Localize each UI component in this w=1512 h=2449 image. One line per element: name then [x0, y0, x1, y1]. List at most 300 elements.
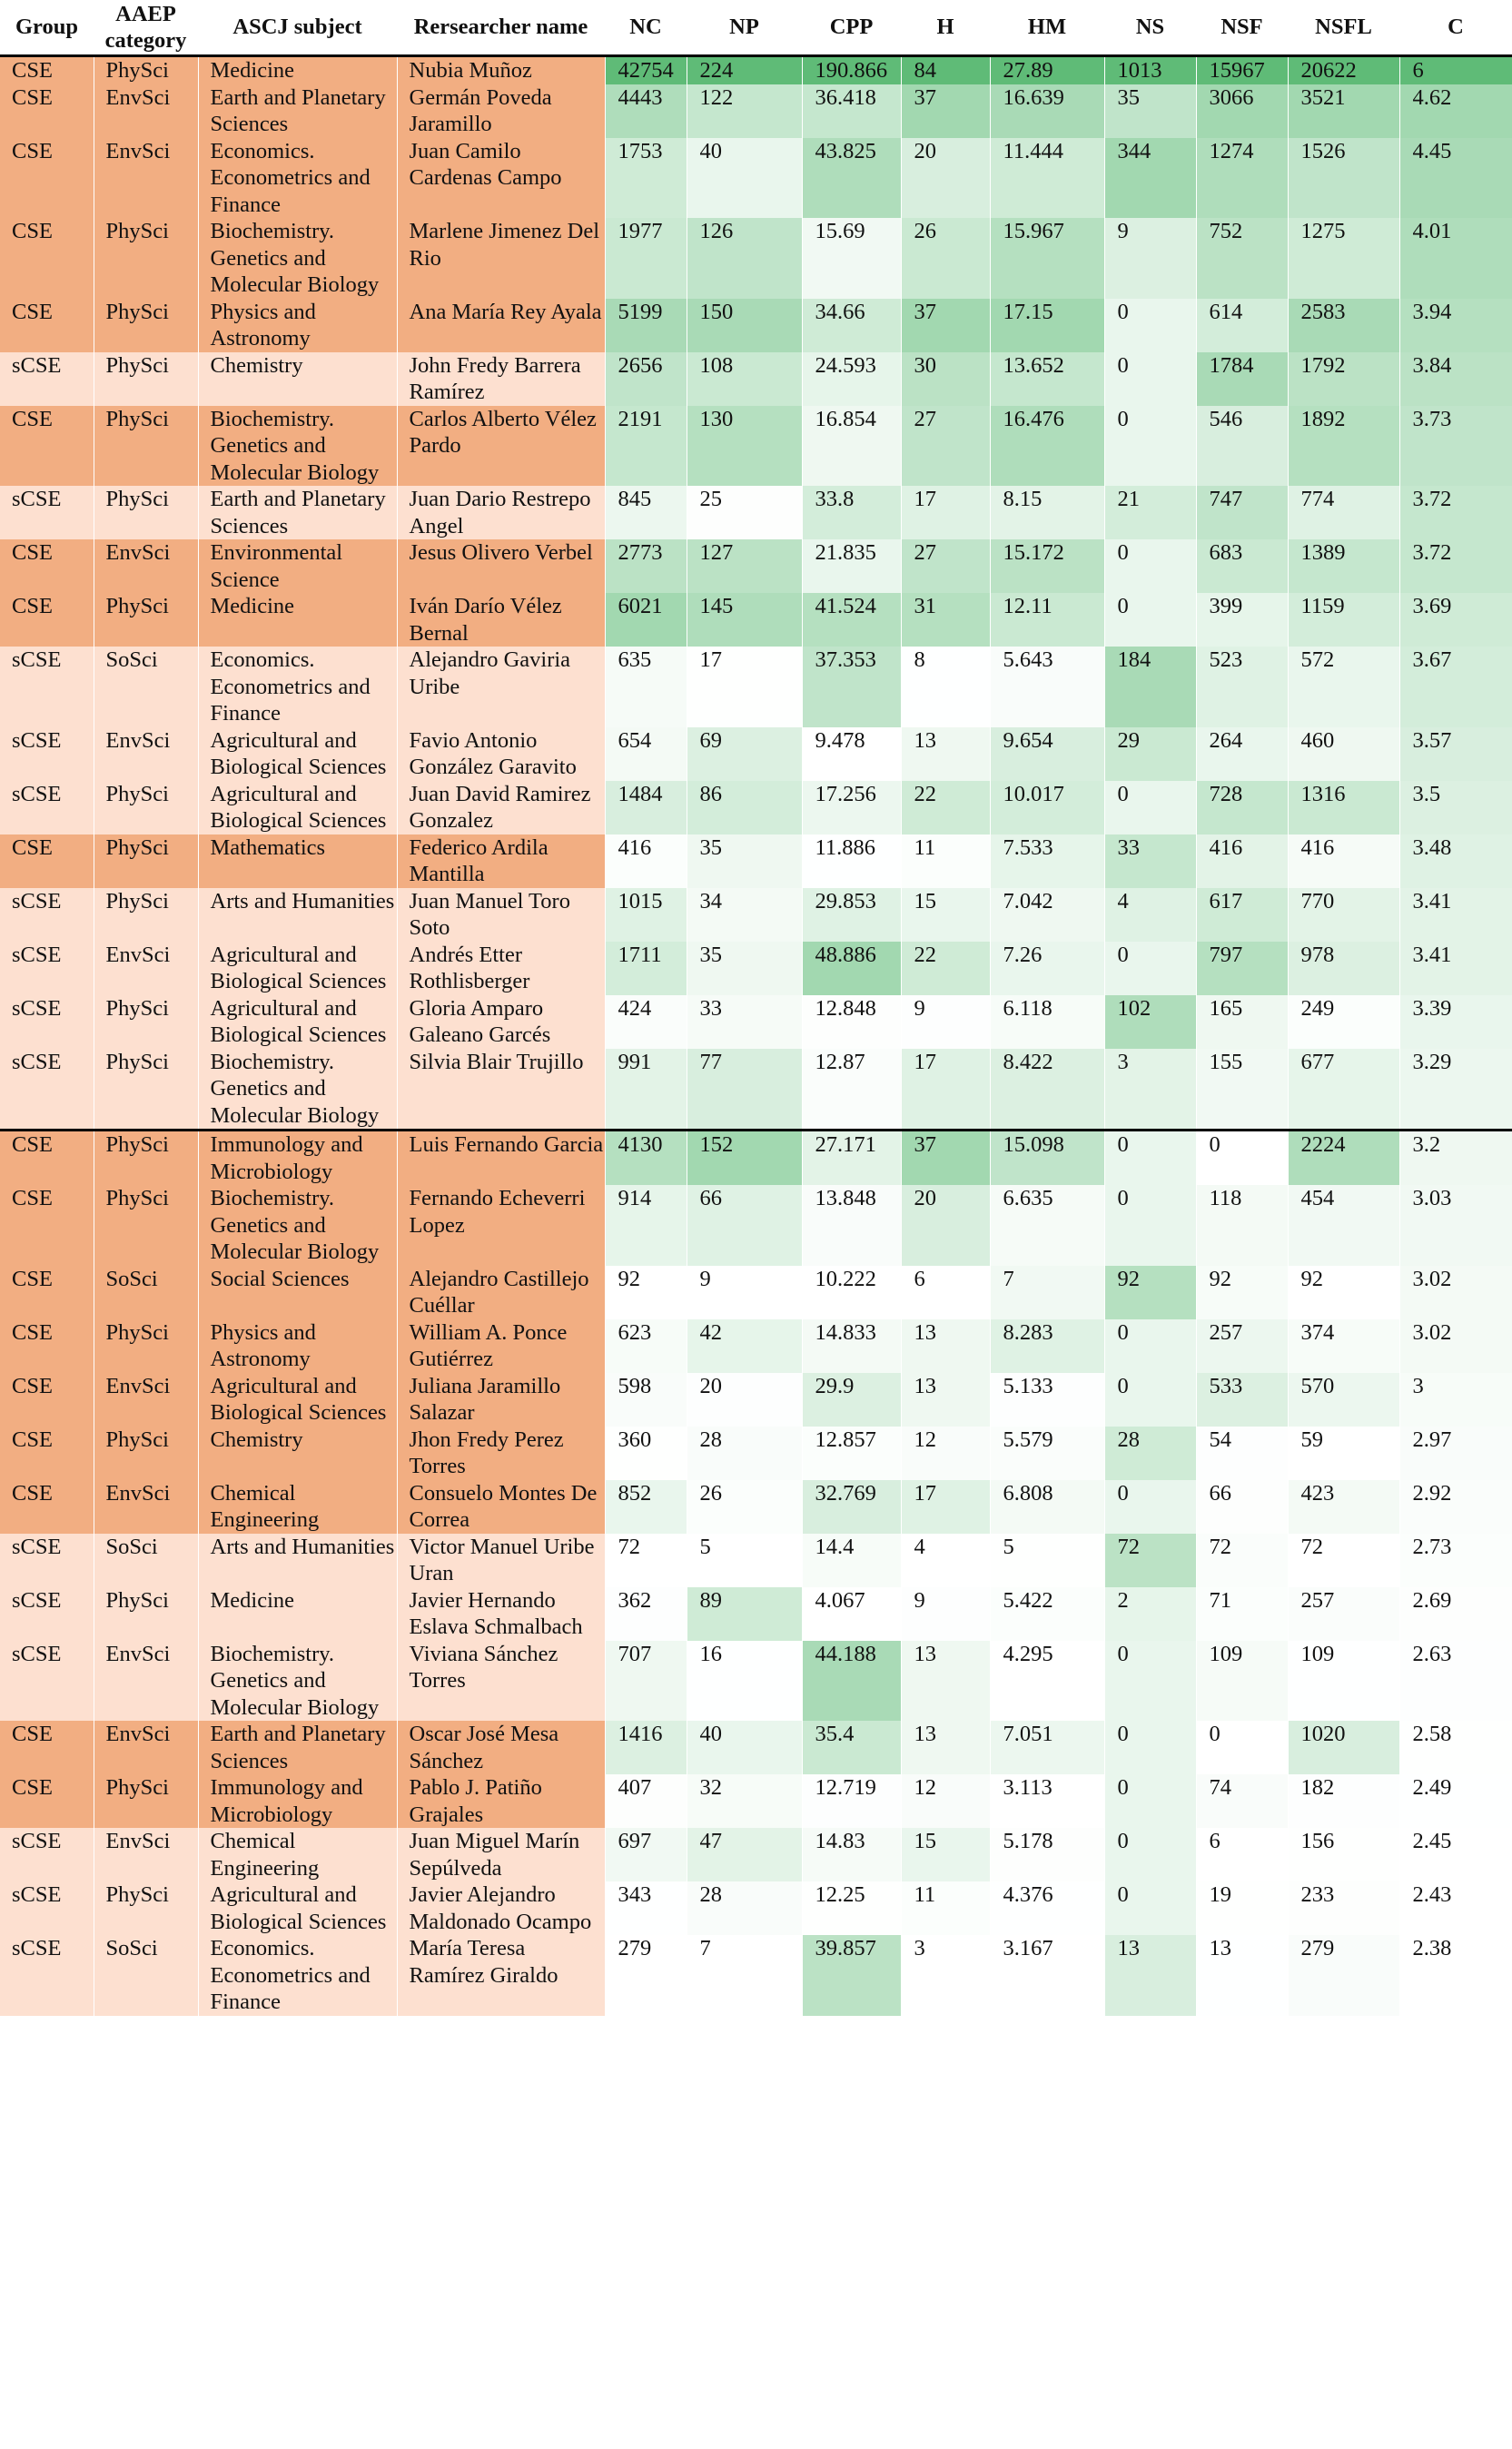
c-cell: 2.58: [1399, 1721, 1512, 1774]
nsfl-cell: 774: [1288, 486, 1399, 539]
np-cell: 16: [687, 1641, 802, 1722]
ns-cell: 28: [1104, 1427, 1196, 1480]
cpp-cell: 14.83: [802, 1828, 901, 1881]
header-c: C: [1399, 0, 1512, 56]
hm-cell: 7.26: [990, 942, 1104, 995]
cpp-cell: 35.4: [802, 1721, 901, 1774]
np-cell: 86: [687, 781, 802, 834]
researcher-name-cell: Juliana Jaramillo Salazar: [397, 1373, 605, 1427]
ascj-subject-cell: Earth and Planetary Sciences: [198, 84, 397, 138]
table-row: [0, 352, 1512, 406]
group-cell: sCSE: [0, 942, 94, 995]
np-cell: 89: [687, 1587, 802, 1641]
aaep-category-cell: EnvSci: [94, 727, 198, 781]
nsf-cell: 617: [1196, 888, 1288, 942]
c-cell: 3.03: [1399, 1185, 1512, 1266]
cpp-cell: 41.524: [802, 593, 901, 647]
c-cell: 2.69: [1399, 1587, 1512, 1641]
hm-cell: 15.967: [990, 218, 1104, 299]
aaep-category-cell: PhySci: [94, 486, 198, 539]
cpp-cell: 15.69: [802, 218, 901, 299]
nsfl-cell: 454: [1288, 1185, 1399, 1266]
table-row: [0, 218, 1512, 299]
nsfl-cell: 374: [1288, 1319, 1399, 1373]
researcher-name-cell: Alejandro Gaviria Uribe: [397, 647, 605, 727]
nsf-cell: 1274: [1196, 138, 1288, 219]
hm-cell: 16.639: [990, 84, 1104, 138]
nsf-cell: 155: [1196, 1049, 1288, 1131]
ascj-subject-cell: Mathematics: [198, 834, 397, 888]
table-row: [0, 539, 1512, 593]
cpp-cell: 44.188: [802, 1641, 901, 1722]
hm-cell: 11.444: [990, 138, 1104, 219]
ascj-subject-cell: Biochemistry. Genetics and Molecular Biology: [198, 1641, 397, 1722]
nsfl-cell: 20622: [1288, 56, 1399, 84]
np-cell: 108: [687, 352, 802, 406]
nc-cell: 279: [605, 1935, 687, 2016]
cpp-cell: 12.857: [802, 1427, 901, 1480]
ns-cell: 0: [1104, 406, 1196, 487]
cpp-cell: 12.87: [802, 1049, 901, 1131]
nsf-cell: 533: [1196, 1373, 1288, 1427]
hm-cell: 8.15: [990, 486, 1104, 539]
researcher-name-cell: Javier Hernando Eslava Schmalbach: [397, 1587, 605, 1641]
hm-cell: 5.643: [990, 647, 1104, 727]
h-cell: 17: [901, 1049, 990, 1131]
cpp-cell: 16.854: [802, 406, 901, 487]
group-cell: sCSE: [0, 995, 94, 1049]
researcher-name-cell: Alejandro Castillejo Cuéllar: [397, 1266, 605, 1319]
hm-cell: 7.051: [990, 1721, 1104, 1774]
np-cell: 35: [687, 942, 802, 995]
ascj-subject-cell: Environmental Science: [198, 539, 397, 593]
np-cell: 33: [687, 995, 802, 1049]
cpp-cell: 13.848: [802, 1185, 901, 1266]
researcher-name-cell: Juan David Ramirez Gonzalez: [397, 781, 605, 834]
hm-cell: 5.133: [990, 1373, 1104, 1427]
ns-cell: 184: [1104, 647, 1196, 727]
ns-cell: 0: [1104, 1319, 1196, 1373]
cpp-cell: 32.769: [802, 1480, 901, 1534]
table-row: [0, 647, 1512, 727]
nc-cell: 707: [605, 1641, 687, 1722]
hm-cell: 4.376: [990, 1881, 1104, 1935]
c-cell: 3.48: [1399, 834, 1512, 888]
ns-cell: 0: [1104, 942, 1196, 995]
table-row: [0, 1049, 1512, 1131]
nsfl-cell: 677: [1288, 1049, 1399, 1131]
h-cell: 17: [901, 486, 990, 539]
h-cell: 6: [901, 1266, 990, 1319]
group-cell: CSE: [0, 834, 94, 888]
table-row: [0, 1319, 1512, 1373]
table-row: [0, 1534, 1512, 1587]
nc-cell: 92: [605, 1266, 687, 1319]
nsf-cell: 66: [1196, 1480, 1288, 1534]
table-row: [0, 1774, 1512, 1828]
table-row: [0, 1641, 1512, 1722]
group-cell: CSE: [0, 84, 94, 138]
researcher-name-cell: Jesus Olivero Verbel: [397, 539, 605, 593]
ascj-subject-cell: Medicine: [198, 56, 397, 84]
ns-cell: 13: [1104, 1935, 1196, 2016]
cpp-cell: 190.866: [802, 56, 901, 84]
nc-cell: 6021: [605, 593, 687, 647]
np-cell: 25: [687, 486, 802, 539]
hm-cell: 9.654: [990, 727, 1104, 781]
aaep-category-cell: PhySci: [94, 593, 198, 647]
table-body: [0, 56, 1512, 2016]
group-cell: sCSE: [0, 888, 94, 942]
hm-cell: 6.808: [990, 1480, 1104, 1534]
researcher-name-cell: Luis Fernando Garcia: [397, 1131, 605, 1186]
h-cell: 9: [901, 995, 990, 1049]
h-cell: 11: [901, 1881, 990, 1935]
group-cell: CSE: [0, 1480, 94, 1534]
ascj-subject-cell: Economics. Econometrics and Finance: [198, 1935, 397, 2016]
nsf-cell: 546: [1196, 406, 1288, 487]
group-cell: CSE: [0, 299, 94, 352]
hm-cell: 6.118: [990, 995, 1104, 1049]
np-cell: 145: [687, 593, 802, 647]
hm-cell: 7: [990, 1266, 1104, 1319]
nsf-cell: 752: [1196, 218, 1288, 299]
nc-cell: 654: [605, 727, 687, 781]
header-group: Group: [0, 0, 94, 56]
h-cell: 8: [901, 647, 990, 727]
ns-cell: 0: [1104, 1373, 1196, 1427]
ns-cell: 0: [1104, 352, 1196, 406]
h-cell: 13: [901, 1319, 990, 1373]
researcher-name-cell: Nubia Muñoz: [397, 56, 605, 84]
hm-cell: 5.178: [990, 1828, 1104, 1881]
nsfl-cell: 1792: [1288, 352, 1399, 406]
nc-cell: 852: [605, 1480, 687, 1534]
ascj-subject-cell: Physics and Astronomy: [198, 299, 397, 352]
researcher-name-cell: Juan Miguel Marín Sepúlveda: [397, 1828, 605, 1881]
cpp-cell: 43.825: [802, 138, 901, 219]
h-cell: 12: [901, 1774, 990, 1828]
table-row: [0, 781, 1512, 834]
np-cell: 66: [687, 1185, 802, 1266]
hm-cell: 7.042: [990, 888, 1104, 942]
aaep-category-cell: PhySci: [94, 1131, 198, 1186]
nsfl-cell: 423: [1288, 1480, 1399, 1534]
aaep-category-cell: EnvSci: [94, 138, 198, 219]
ascj-subject-cell: Economics. Econometrics and Finance: [198, 138, 397, 219]
researcher-name-cell: Silvia Blair Trujillo: [397, 1049, 605, 1131]
nc-cell: 2191: [605, 406, 687, 487]
nsfl-cell: 233: [1288, 1881, 1399, 1935]
nsfl-cell: 2583: [1288, 299, 1399, 352]
group-cell: sCSE: [0, 1828, 94, 1881]
nsfl-cell: 1020: [1288, 1721, 1399, 1774]
nsf-cell: 1784: [1196, 352, 1288, 406]
ascj-subject-cell: Chemical Engineering: [198, 1828, 397, 1881]
nc-cell: 697: [605, 1828, 687, 1881]
ascj-subject-cell: Chemistry: [198, 352, 397, 406]
group-cell: CSE: [0, 1373, 94, 1427]
header-cpp: CPP: [802, 0, 901, 56]
aaep-category-cell: PhySci: [94, 834, 198, 888]
researcher-name-cell: Germán Poveda Jaramillo: [397, 84, 605, 138]
nc-cell: 598: [605, 1373, 687, 1427]
c-cell: 3: [1399, 1373, 1512, 1427]
c-cell: 3.39: [1399, 995, 1512, 1049]
nsf-cell: 728: [1196, 781, 1288, 834]
aaep-category-cell: PhySci: [94, 352, 198, 406]
h-cell: 27: [901, 539, 990, 593]
cpp-cell: 14.833: [802, 1319, 901, 1373]
h-cell: 22: [901, 942, 990, 995]
np-cell: 47: [687, 1828, 802, 1881]
aaep-category-cell: EnvSci: [94, 942, 198, 995]
nsfl-cell: 460: [1288, 727, 1399, 781]
researcher-name-cell: Juan Dario Restrepo Angel: [397, 486, 605, 539]
cpp-cell: 48.886: [802, 942, 901, 995]
np-cell: 122: [687, 84, 802, 138]
aaep-category-cell: SoSci: [94, 1534, 198, 1587]
table-row: [0, 1587, 1512, 1641]
nsf-cell: 92: [1196, 1266, 1288, 1319]
np-cell: 152: [687, 1131, 802, 1186]
nsf-cell: 416: [1196, 834, 1288, 888]
header-aaep-category: AAEP category: [94, 0, 198, 56]
np-cell: 34: [687, 888, 802, 942]
np-cell: 28: [687, 1881, 802, 1935]
np-cell: 28: [687, 1427, 802, 1480]
h-cell: 20: [901, 1185, 990, 1266]
nsf-cell: 0: [1196, 1131, 1288, 1186]
np-cell: 5: [687, 1534, 802, 1587]
researcher-name-cell: Victor Manuel Uribe Uran: [397, 1534, 605, 1587]
nc-cell: 360: [605, 1427, 687, 1480]
researcher-name-cell: Ana María Rey Ayala: [397, 299, 605, 352]
researcher-name-cell: William A. Ponce Gutiérrez: [397, 1319, 605, 1373]
ns-cell: 72: [1104, 1534, 1196, 1587]
nc-cell: 4443: [605, 84, 687, 138]
group-cell: CSE: [0, 593, 94, 647]
ns-cell: 33: [1104, 834, 1196, 888]
aaep-category-cell: EnvSci: [94, 84, 198, 138]
researcher-name-cell: Iván Darío Vélez Bernal: [397, 593, 605, 647]
nsfl-cell: 978: [1288, 942, 1399, 995]
nc-cell: 407: [605, 1774, 687, 1828]
hm-cell: 5: [990, 1534, 1104, 1587]
ascj-subject-cell: Medicine: [198, 593, 397, 647]
group-cell: CSE: [0, 218, 94, 299]
h-cell: 30: [901, 352, 990, 406]
ascj-subject-cell: Biochemistry. Genetics and Molecular Biology: [198, 218, 397, 299]
c-cell: 2.43: [1399, 1881, 1512, 1935]
h-cell: 4: [901, 1534, 990, 1587]
group-cell: CSE: [0, 1185, 94, 1266]
header-nc: NC: [605, 0, 687, 56]
ascj-subject-cell: Agricultural and Biological Sciences: [198, 1373, 397, 1427]
hm-cell: 15.172: [990, 539, 1104, 593]
nc-cell: 635: [605, 647, 687, 727]
group-cell: CSE: [0, 539, 94, 593]
nc-cell: 1416: [605, 1721, 687, 1774]
ns-cell: 102: [1104, 995, 1196, 1049]
aaep-category-cell: SoSci: [94, 647, 198, 727]
np-cell: 77: [687, 1049, 802, 1131]
nsfl-cell: 1275: [1288, 218, 1399, 299]
c-cell: 2.97: [1399, 1427, 1512, 1480]
nc-cell: 2773: [605, 539, 687, 593]
h-cell: 27: [901, 406, 990, 487]
nsf-cell: 74: [1196, 1774, 1288, 1828]
nsf-cell: 54: [1196, 1427, 1288, 1480]
np-cell: 9: [687, 1266, 802, 1319]
table-row: [0, 1935, 1512, 2016]
ns-cell: 0: [1104, 539, 1196, 593]
aaep-category-cell: PhySci: [94, 781, 198, 834]
hm-cell: 16.476: [990, 406, 1104, 487]
nc-cell: 4130: [605, 1131, 687, 1186]
h-cell: 37: [901, 1131, 990, 1186]
nsfl-cell: 72: [1288, 1534, 1399, 1587]
aaep-category-cell: EnvSci: [94, 1721, 198, 1774]
group-cell: sCSE: [0, 486, 94, 539]
cpp-cell: 12.25: [802, 1881, 901, 1935]
table-row: [0, 84, 1512, 138]
nsfl-cell: 1389: [1288, 539, 1399, 593]
ns-cell: 92: [1104, 1266, 1196, 1319]
aaep-category-cell: PhySci: [94, 1427, 198, 1480]
group-cell: sCSE: [0, 1534, 94, 1587]
ns-cell: 0: [1104, 1131, 1196, 1186]
nc-cell: 1015: [605, 888, 687, 942]
nc-cell: 42754: [605, 56, 687, 84]
ns-cell: 0: [1104, 1185, 1196, 1266]
researcher-name-cell: Juan Manuel Toro Soto: [397, 888, 605, 942]
nsfl-cell: 59: [1288, 1427, 1399, 1480]
ascj-subject-cell: Earth and Planetary Sciences: [198, 1721, 397, 1774]
nc-cell: 72: [605, 1534, 687, 1587]
c-cell: 2.49: [1399, 1774, 1512, 1828]
table-row: [0, 1185, 1512, 1266]
hm-cell: 15.098: [990, 1131, 1104, 1186]
group-cell: sCSE: [0, 781, 94, 834]
hm-cell: 27.89: [990, 56, 1104, 84]
np-cell: 69: [687, 727, 802, 781]
researcher-name-cell: Oscar José Mesa Sánchez: [397, 1721, 605, 1774]
hm-cell: 7.533: [990, 834, 1104, 888]
nsfl-cell: 249: [1288, 995, 1399, 1049]
table-row: [0, 1373, 1512, 1427]
nsf-cell: 0: [1196, 1721, 1288, 1774]
researcher-name-cell: Fernando Echeverri Lopez: [397, 1185, 605, 1266]
nc-cell: 845: [605, 486, 687, 539]
c-cell: 2.63: [1399, 1641, 1512, 1722]
aaep-category-cell: PhySci: [94, 1774, 198, 1828]
cpp-cell: 33.8: [802, 486, 901, 539]
group-cell: CSE: [0, 406, 94, 487]
h-cell: 31: [901, 593, 990, 647]
nsfl-cell: 416: [1288, 834, 1399, 888]
ns-cell: 0: [1104, 1721, 1196, 1774]
nsfl-cell: 1159: [1288, 593, 1399, 647]
np-cell: 17: [687, 647, 802, 727]
ns-cell: 21: [1104, 486, 1196, 539]
nsfl-cell: 279: [1288, 1935, 1399, 2016]
ns-cell: 3: [1104, 1049, 1196, 1131]
nsfl-cell: 3521: [1288, 84, 1399, 138]
aaep-category-cell: PhySci: [94, 995, 198, 1049]
ns-cell: 2: [1104, 1587, 1196, 1641]
table-row: [0, 1427, 1512, 1480]
cpp-cell: 4.067: [802, 1587, 901, 1641]
nsfl-cell: 109: [1288, 1641, 1399, 1722]
c-cell: 3.94: [1399, 299, 1512, 352]
h-cell: 13: [901, 727, 990, 781]
nc-cell: 343: [605, 1881, 687, 1935]
hm-cell: 8.422: [990, 1049, 1104, 1131]
c-cell: 3.69: [1399, 593, 1512, 647]
np-cell: 40: [687, 1721, 802, 1774]
c-cell: 3.73: [1399, 406, 1512, 487]
group-cell: sCSE: [0, 1935, 94, 2016]
nc-cell: 1711: [605, 942, 687, 995]
cpp-cell: 9.478: [802, 727, 901, 781]
aaep-category-cell: PhySci: [94, 1185, 198, 1266]
aaep-category-cell: SoSci: [94, 1935, 198, 2016]
np-cell: 126: [687, 218, 802, 299]
researcher-name-cell: John Fredy Barrera Ramírez: [397, 352, 605, 406]
nsfl-cell: 570: [1288, 1373, 1399, 1427]
group-cell: sCSE: [0, 352, 94, 406]
researcher-name-cell: Gloria Amparo Galeano Garcés: [397, 995, 605, 1049]
ns-cell: 9: [1104, 218, 1196, 299]
ascj-subject-cell: Immunology and Microbiology: [198, 1774, 397, 1828]
researcher-name-cell: Jhon Fredy Perez Torres: [397, 1427, 605, 1480]
group-cell: CSE: [0, 1131, 94, 1186]
table-row: [0, 1131, 1512, 1186]
np-cell: 224: [687, 56, 802, 84]
table-row: [0, 942, 1512, 995]
c-cell: 3.02: [1399, 1266, 1512, 1319]
header-h: H: [901, 0, 990, 56]
aaep-category-cell: EnvSci: [94, 1828, 198, 1881]
np-cell: 26: [687, 1480, 802, 1534]
h-cell: 17: [901, 1480, 990, 1534]
cpp-cell: 10.222: [802, 1266, 901, 1319]
nsfl-cell: 1316: [1288, 781, 1399, 834]
aaep-category-cell: EnvSci: [94, 1480, 198, 1534]
cpp-cell: 34.66: [802, 299, 901, 352]
ns-cell: 35: [1104, 84, 1196, 138]
h-cell: 3: [901, 1935, 990, 2016]
c-cell: 3.57: [1399, 727, 1512, 781]
ascj-subject-cell: Social Sciences: [198, 1266, 397, 1319]
aaep-category-cell: PhySci: [94, 218, 198, 299]
h-cell: 20: [901, 138, 990, 219]
np-cell: 150: [687, 299, 802, 352]
c-cell: 3.41: [1399, 888, 1512, 942]
c-cell: 6: [1399, 56, 1512, 84]
nc-cell: 1753: [605, 138, 687, 219]
h-cell: 13: [901, 1721, 990, 1774]
header-row: [0, 0, 1512, 56]
researcher-name-cell: Andrés Etter Rothlisberger: [397, 942, 605, 995]
h-cell: 22: [901, 781, 990, 834]
h-cell: 15: [901, 1828, 990, 1881]
nsf-cell: 15967: [1196, 56, 1288, 84]
group-cell: CSE: [0, 1266, 94, 1319]
nsf-cell: 6: [1196, 1828, 1288, 1881]
nsfl-cell: 2224: [1288, 1131, 1399, 1186]
